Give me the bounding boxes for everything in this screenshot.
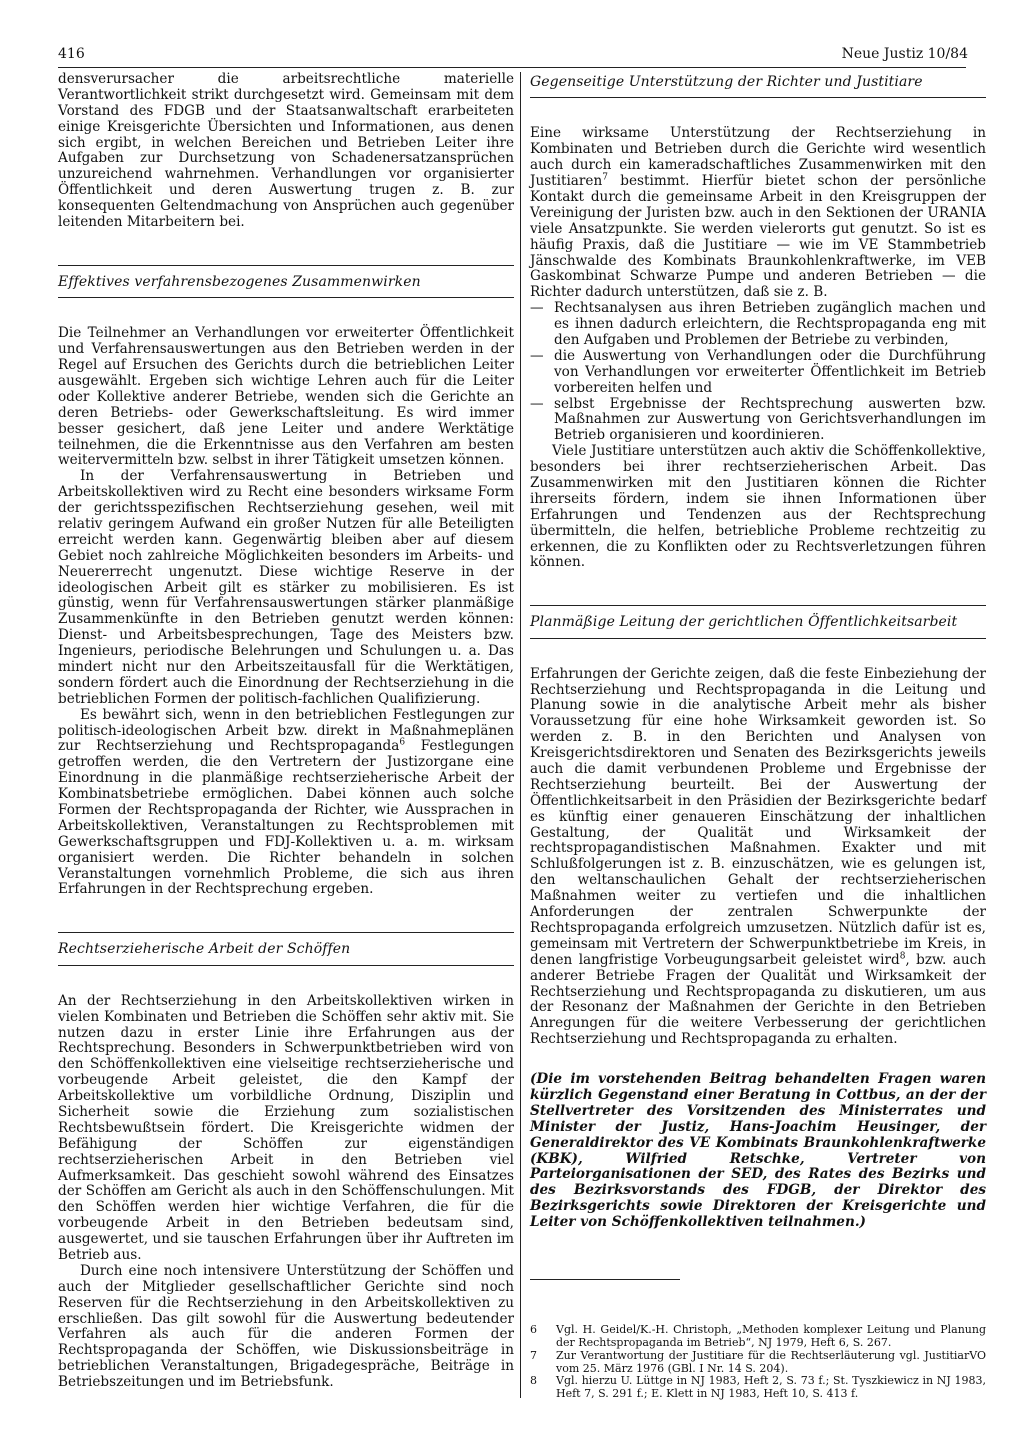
page-number: 416 xyxy=(58,46,85,62)
editorial-note: (Die im vorstehenden Beitrag behandelten Fragen waren kürzlich Gegenstand einer Beratung in Cottbus, an der der Stellvertreter des Vorsitzenden des Ministerrates und Minister der Justiz, Hans-Joachim Heusinger, der Generaldirektor des VE Kombinats Braunkohlenkraftwerke (KBK), Wilfried Retschke, Vertreter von Parteiorganisationen der SED, des Rates des Bezirks und des Bezirksvorstands des FDGB, der Direktor des Bezirksgerichts sowie Direktoren der Kreisgerichte und Leiter von Schöffenkollektiven teilnahmen.) xyxy=(530,1071,986,1231)
footnote-ref-6: 6 xyxy=(399,737,406,748)
section-schoeffen xyxy=(58,932,514,1391)
paragraph xyxy=(530,126,986,301)
footnote-number: 6 xyxy=(530,1322,537,1336)
paragraph: Viele Justitiare unterstützen auch aktiv die Schöffenkollektive, besonders bei ihrer rechtserzieherischen Arbeit. Das Zusammenwirken mit den Justitiaren können die Richter ihrerseits fördern, indem sie ihnen Informationen über Erfahrungen und Tendenzen aus der Rechtsprechung übermitteln, die helfen, betriebliche Probleme rechtzeitig zu erkennen, die zu Konflikten oder zu Rechtsverletzungen führen können. xyxy=(530,443,986,571)
paragraph-text: , bzw. auch anderer Betriebe Fragen der Qualität und Wirksamkeit der Rechtserziehung und Rechtspropaganda zu diskutieren, um aus der Resonanz der Maßnahmen der Gerichte in den Betrieben Anregungen für die weitere Verbesserung der gerichtlichen Rechtserziehung und Rechtspropaganda zu erhalten. xyxy=(530,951,986,1048)
section-planmaessige-leitung xyxy=(530,605,986,1048)
section-effektives-zusammenwirken xyxy=(58,265,514,898)
running-head xyxy=(58,46,968,68)
footnote-number: 7 xyxy=(530,1348,537,1362)
column-divider xyxy=(520,72,521,1398)
section-heading: Rechtserzieherische Arbeit der Schöffen xyxy=(58,933,514,965)
left-column xyxy=(58,72,514,1391)
list-item: — Rechtsanalysen aus ihren Betrieben zugänglich machen und es ihnen dadurch erleichtern, die Rechtspropaganda eng mit den Aufgaben und Problemen der Betriebe zu verbinden, xyxy=(530,301,986,349)
header-rule xyxy=(58,67,966,68)
paragraph: Durch eine noch intensivere Unterstützung der Schöffen und auch der Mitglieder gesellschaftlicher Gerichte sind noch Reserven für die Rechtserziehung in den Arbeitskollektiven zu erschließen. Das gilt sowohl für die Auswertung bedeutender Verfahren als auch für die anderen Formen der Rechtspropaganda der Schöffen, wie Diskussionsbeiträge in betrieblichen Veranstaltungen, Brigadegespräche, Beiträge in Betriebszeitungen und im Betriebsfunk. xyxy=(58,1262,514,1391)
section-heading: Effektives verfahrensbezogenes Zusammenwirken xyxy=(58,266,514,298)
paragraph-text: Es bewährt sich, wenn in den betrieblichen Festlegungen zur politisch-ideologischen Arbeit bzw. direkt in Maßnahmeplänen zur Rechtserziehung und Rechtspropaganda xyxy=(58,706,514,755)
footnote-7 xyxy=(530,1350,986,1376)
footnotes xyxy=(530,1324,986,1401)
footnote-number: 8 xyxy=(530,1374,537,1388)
footnote-text: Vgl. H. Geidel/K.-H. Christoph, „Methoden komplexer Leitung und Planung der Rechtspropaganda im Betrieb“, NJ 1979, Heft 6, S. 267. xyxy=(556,1322,986,1349)
list-item: — selbst Ergebnisse der Rechtsprechung auswerten bzw. Maßnahmen zur Auswertung von Gerichtsverhandlungen im Betrieb organisieren und koordinieren. xyxy=(530,397,986,445)
paragraph-text: Festlegungen getroffen werden, die den Vertretern der Justizorgane eine Einordnung in die planmäßige rechtserzieherische Arbeit der Kombinatsbetriebe ermöglichen. Dabei können auch solche Formen der Rechtspropaganda der Richter, wie Aussprachen in Arbeitskollektiven, Veranstaltungen zu Rechtsproblemen mit Gewerkschaftsgruppen und FDJ-Kollektiven u. a. m. wirksam organisiert werden. Die Richter behandeln in solchen Veranstaltungen vornehmlich Probleme, die sich aus ihren Erfahrungen in der Rechtsprechung ergeben. xyxy=(58,738,514,898)
paragraph xyxy=(58,708,514,899)
footnote-text: Vgl. hierzu U. Lüttge in NJ 1983, Heft 2, S. 73 f.; St. Tyszkiewicz in NJ 1983, Heft 7, S. 291 f.; E. Klett in NJ 1983, Heft 10, S. 413 f. xyxy=(556,1374,986,1401)
footnote-6 xyxy=(530,1324,986,1350)
paragraph: In der Verfahrensauswertung in Betrieben und Arbeitskollektiven wird zu Recht eine besonders wirksame Form der gerichtsspezifischen Rechtserziehung gesehen, weil mit relativ geringem Aufwand ein großer Nutzen für alle Beteiligten erreicht werden kann. Gegenwärtig bleiben aber auf diesem Gebiet noch zahlreiche Möglichkeiten besonders im Arbeits- und Neuererrecht ungenutzt. Diese wichtige Reserve in der ideologischen Arbeit gilt es stärker zu mobilisieren. Es ist günstig, wenn für Verfahrensauswertungen stärker planmäßige Zusammenkünfte in den Betrieben genutzt werden können: Dienst- und Arbeitsbesprechungen, Tage des Meisters bzw. Ingenieurs, periodische Belehrungen und Schulungen u. a. Das mindert nicht nur den Arbeitszeitausfall für die Werktätigen, sondern fördert auch die Einordnung der Rechtserziehung in die betrieblichen Formen der politisch-fachlichen Qualifizierung. xyxy=(58,468,514,707)
paragraph-text: Eine wirksame Unterstützung der Rechtserziehung in Kombinaten und Betrieben durch die Gerichte wird wesentlich auch durch ein kameradschaftliches Zusammenwirken mit den Justitiaren xyxy=(530,125,986,190)
paragraph xyxy=(530,667,986,1048)
list-item: — die Auswertung von Verhandlungen oder die Durchführung von Verhandlungen vor erweiterter Öffentlichkeit im Betrieb vorbereiten helfen und xyxy=(530,349,986,397)
section-richter-justitiare xyxy=(530,72,986,571)
paragraph-text: Erfahrungen der Gerichte zeigen, daß die feste Einbeziehung der Rechtserziehung und Rechtspropaganda in die Leitung und Planung sowie in die analytische Arbeit mehr als bisher Voraussetzung für eine hohe Wirksamkeit geworden ist. So werden z. B. in den Berichten und Analysen von Kreisgerichtsdirektoren und Senaten des Bezirksgerichts jeweils auch die damit verbundenen Probleme und Ergebnisse der Rechtserziehung beurteilt. Bei der Auswertung der Öffentlichkeitsarbeit in den Präsidien der Bezirksgerichte bedarf es künftig einer genaueren Einschätzung der inhaltlichen Gestaltung, der Qualität und Wirksamkeit der rechtspropagandistischen Maßnahmen. Exakter und mit Schlußfolgerungen ist z. B. einzuschätzen, wie es gelungen ist, den weltanschaulichen Gehalt der rechtserzieherischen Maßnahmen weiter zu vertiefen und die inhaltlichen Anforderungen der zentralen Schwerpunkte der Rechtspropaganda erfolgreich umzusetzen. Nützlich dafür ist es, gemeinsam mit Vertretern der Schwerpunktbetriebe im Kreis, in denen langfristige Vorbeugungsarbeit geleistet wird xyxy=(530,665,986,968)
footnote-text: Zur Verantwortung der Justitiare für die Rechtserläuterung vgl. JustitiarVO vom 25. März 1976 (GBl. I Nr. 14 S. 204). xyxy=(556,1348,986,1375)
section-heading: Planmäßige Leitung der gerichtlichen Öffentlichkeitsarbeit xyxy=(530,606,986,638)
footnote-ref-7: 7 xyxy=(602,172,608,183)
paragraph: Die Teilnehmer an Verhandlungen vor erweiterter Öffentlichkeit und Verfahrensauswertungen aus den Betrieben werden in der Regel auf Ersuchen des Gerichts durch die betrieblichen Leiter ausgewählt. Ergeben sich wichtige Lehren auch für die Leiter oder Kollektive anderer Betriebe, wenden sich die Gerichte an deren Betriebs- oder Gewerkschaftsleitung. Es wird immer besser gesichert, daß jene Leiter und andere Werktätige teilnehmen, die die Erkenntnisse aus den Verfahren am besten weitervermitteln bzw. selbst in ihrer Tätigkeit umsetzen können. xyxy=(58,325,514,469)
paragraph: An der Rechtserziehung in den Arbeitskollektiven wirken in vielen Kombinaten und Betrieben die Schöffen sehr aktiv mit. Sie nutzen dazu in erster Linie ihre Erfahrungen aus der Rechtsprechung. Besonders in Schwerpunktbetrieben wird von den Schöffenkollektiven eine vielseitige rechtserzieherische und vorbeugende Arbeit geleistet, die den Kampf der Arbeitskollektive um vorbildliche Ordnung, Disziplin und Sicherheit sowie die Erziehung zum sozialistischen Rechtsbewußtsein fördert. Die Kreisgerichte widmen der Befähigung der Schöffen zur eigenständigen rechtserzieherischen Arbeit in den Betrieben viel Aufmerksamkeit. Das geschieht sowohl während des Einsatzes der Schöffen am Gericht als auch in den Schöffenschulungen. Mit den Schöffen werden hier wichtige Verfahren, die für die vorbeugende Arbeit in den Betrieben bedeutsam sind, ausgewertet, und sie tauschen Erfahrungen über ihr Auftreten im Betrieb aus. xyxy=(58,992,514,1263)
section-heading: Gegenseitige Unterstützung der Richter und Justitiare xyxy=(530,72,986,98)
footnote-8 xyxy=(530,1375,986,1401)
dash-list xyxy=(530,301,986,444)
journal-issue: Neue Justiz 10/84 xyxy=(841,46,968,62)
paragraph-text: bestimmt. Hierfür bietet schon der persönliche Kontakt durch die gemeinsame Arbeit in den Kreisgruppen der Vereinigung der Juristen bzw. auch in den Sektionen der URANIA viele Ansatzpunkte. Sie werden vielerorts gut genutzt. So ist es häufig Praxis, daß die Justitiare — wie im VE Stammbetrieb Jänschwalde des Kombinats Braunkohlenkraftwerke, im VEB Gaskombinat Schwarze Pumpe und anderen Betrieben — die Richter dadurch unterstützen, daß sie z. B. xyxy=(530,173,986,301)
footnote-ref-8: 8 xyxy=(899,951,906,962)
right-column xyxy=(530,72,986,1401)
footnote-rule xyxy=(530,1279,680,1280)
continued-paragraph: densverursacher die arbeitsrechtliche materielle Verantwortlichkeit strikt durchgesetzt wird. Gemeinsam mit dem Vorstand des FDGB und der Staatsanwaltschaft erarbeiteten einige Kreisgerichte Übersichten und Informationen, aus denen sich ergibt, in welchen Bereichen und Betrieben Leiter ihre Aufgaben zur Durchsetzung von Schadenersatzansprüchen unzureichend wahrnehmen. Verhandlungen vor organisierter Öffentlichkeit und deren Auswertung trugen z. B. zur konsequenten Geltendmachung von Ansprüchen auch gegenüber leitenden Mitarbeitern bei. xyxy=(58,71,514,231)
